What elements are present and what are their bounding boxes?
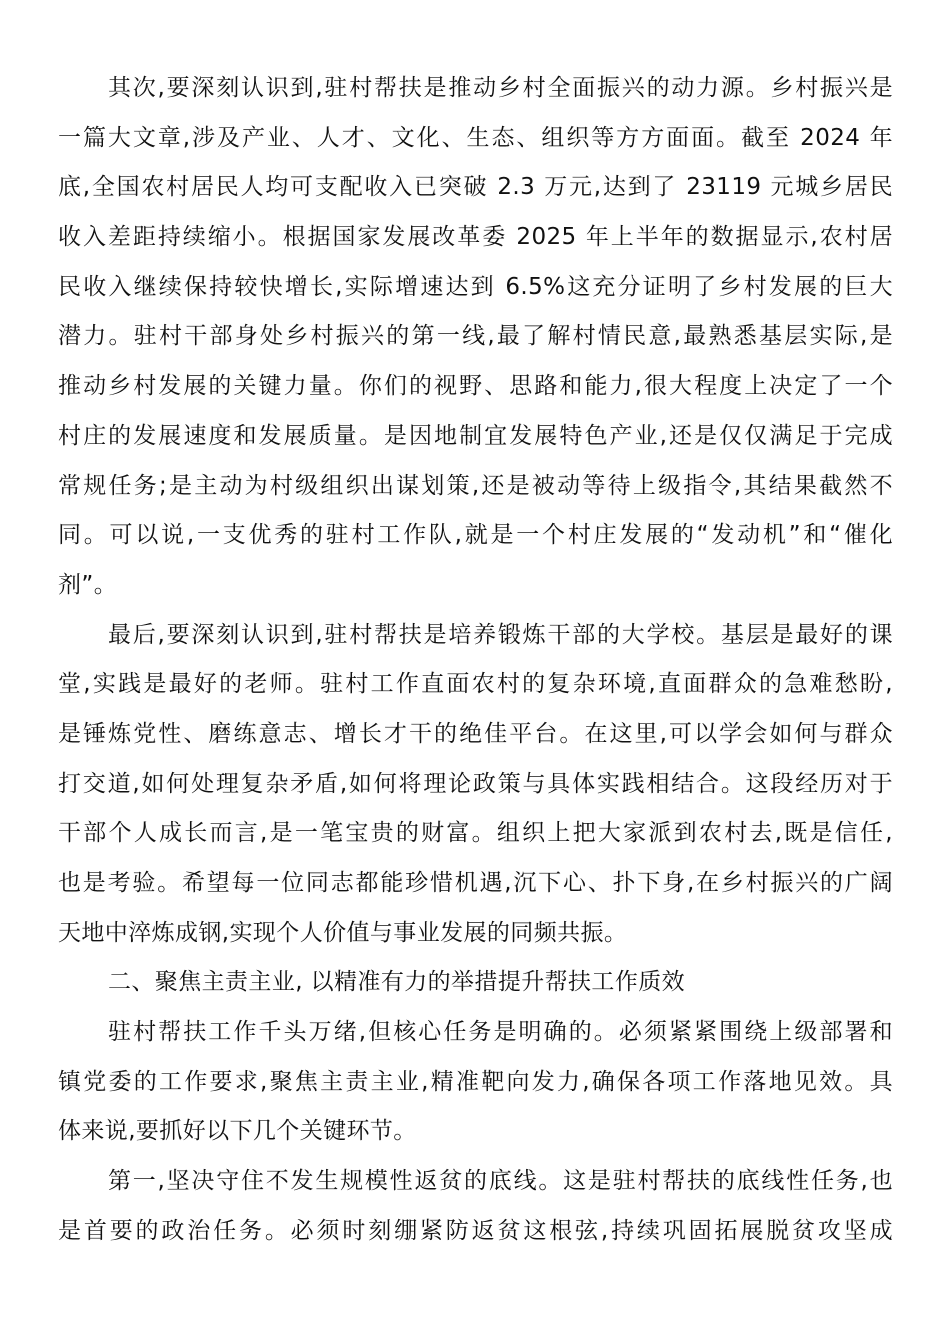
text-line: 同。可以说,一支优秀的驻村工作队,就是一个村庄发展的“发动机”和“催化 <box>58 522 893 549</box>
text-line: 最后,要深刻认识到,驻村帮扶是培养锻炼干部的大学校。基层是最好的课 <box>108 621 893 648</box>
text-line: 一篇大文章,涉及产业、人才、文化、生态、组织等方方面面。截至 2024 年 <box>58 124 893 151</box>
paragraph-role-of-village-assistance <box>58 64 893 611</box>
text-line: 体来说,要抓好以下几个关键环节。 <box>58 1118 417 1145</box>
text-line: 是首要的政治任务。必须时刻绷紧防返贫这根弦,持续巩固拓展脱贫攻坚成 <box>58 1217 893 1244</box>
text-line: 驻村帮扶工作千头万绪,但核心任务是明确的。必须紧紧围绕上级部署和 <box>108 1019 893 1046</box>
text-line: 潜力。驻村干部身处乡村振兴的第一线,最了解村情民意,最熟悉基层实际,是 <box>58 323 893 350</box>
text-line: 剂”。 <box>58 571 118 598</box>
text-line: 是锤炼党性、磨练意志、增长才干的绝佳平台。在这里,可以学会如何与群众 <box>58 720 893 747</box>
paragraph-training-cadres <box>58 611 893 959</box>
text-line: 收入差距持续缩小。根据国家发展改革委 2025 年上半年的数据显示,农村居 <box>58 224 893 251</box>
text-line: 其次,要深刻认识到,驻村帮扶是推动乡村全面振兴的动力源。乡村振兴是 <box>108 75 893 101</box>
text-line: 底,全国农村居民人均可支配收入已突破 2.3 万元,达到了 23119 元城乡居民 <box>58 174 893 201</box>
section-heading-text: 二、聚焦主责主业, 以精准有力的举措提升帮扶工作质效 <box>108 969 686 996</box>
text-line: 常规任务;是主动为村级组织出谋划策,还是被动等待上级指令,其结果截然不 <box>58 472 893 499</box>
text-line: 也是考验。希望每一位同志都能珍惜机遇,沉下心、扑下身,在乡村振兴的广阔 <box>58 870 893 896</box>
document-page <box>58 64 893 1257</box>
section-heading-two <box>58 958 893 1008</box>
text-line: 村庄的发展速度和发展质量。是因地制宜发展特色产业,还是仅仅满足于完成 <box>58 422 893 449</box>
text-line: 天地中淬炼成钢,实现个人价值与事业发展的同频共振。 <box>58 919 628 946</box>
text-line: 干部个人成长而言,是一笔宝贵的财富。组织上把大家派到农村去,既是信任, <box>58 820 893 847</box>
text-line: 民收入继续保持较快增长,实际增速达到 6.5%这充分证明了乡村发展的巨大 <box>58 273 893 300</box>
text-line: 推动乡村发展的关键力量。你们的视野、思路和能力,很大程度上决定了一个 <box>58 373 893 400</box>
paragraph-first-point <box>58 1157 893 1256</box>
text-line: 镇党委的工作要求,聚焦主责主业,精准靶向发力,确保各项工作落地见效。具 <box>58 1068 893 1095</box>
paragraph-core-tasks <box>58 1008 893 1157</box>
text-line: 堂,实践是最好的老师。驻村工作直面农村的复杂环境,直面群众的急难愁盼, <box>58 671 893 698</box>
text-line: 打交道,如何处理复杂矛盾,如何将理论政策与具体实践相结合。这段经历对于 <box>58 770 893 797</box>
text-line: 第一,坚决守住不发生规模性返贫的底线。这是驻村帮扶的底线性任务,也 <box>108 1168 893 1195</box>
